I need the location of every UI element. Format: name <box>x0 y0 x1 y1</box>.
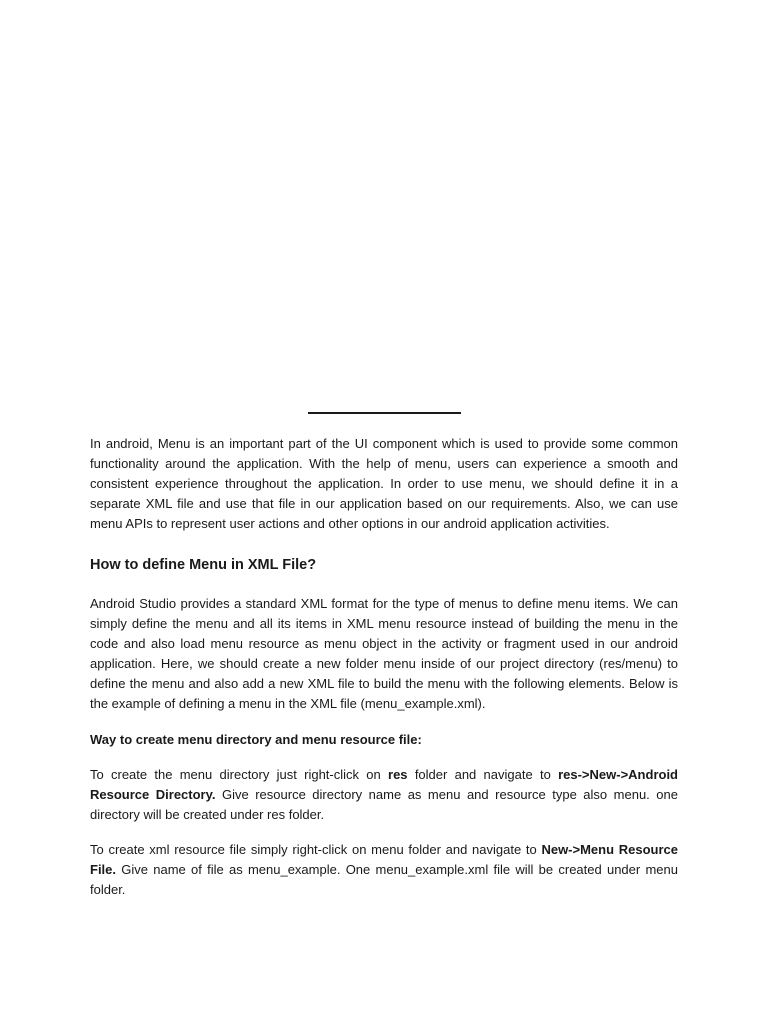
section-body-paragraph: Android Studio provides a standard XML format for the type of menus to define menu items. We can simply define the menu and all its items in XML menu resource instead of building the menu in the code and also load menu resource as menu object in the activity or fragment used in our android application. Here, we should create a new folder menu inside of our project directory (res/menu) to define the menu and also add a new XML file to build the menu with the following elements. Below is the example of defining a menu in the XML file (menu_example.xml). <box>90 596 678 711</box>
file-paragraph <box>90 840 678 900</box>
directory-paragraph <box>90 765 678 825</box>
directory-bold-2: res->New->Android Resource Directory. <box>90 767 678 802</box>
directory-text-2: folder and navigate to <box>407 767 559 782</box>
directory-bold-1: res <box>388 767 408 782</box>
file-text-1: To create xml resource file simply right-click on menu folder and navigate to <box>90 842 542 857</box>
file-text-2: Give name of file as menu_example. One menu_example.xml file will be created under menu folder. <box>90 862 678 897</box>
document-body <box>90 434 678 900</box>
intro-paragraph: In android, Menu is an important part of the UI component which is used to provide some common functionality around the application. With the help of menu, users can experience a smooth and consistent experience throughout the application. In order to use menu, we should define it in a separate XML file and use that file in our application based on our requirements. Also, we can use menu APIs to represent user actions and other options in our android application activities. <box>90 436 678 531</box>
directory-text-3: Give resource directory name as menu and resource type also menu. one directory will be created under res folder. <box>90 787 678 822</box>
subheading: Way to create menu directory and menu resource file: <box>90 732 422 747</box>
file-bold-1: New->Menu Resource File. <box>90 842 679 877</box>
section-heading: How to define Menu in XML File? <box>90 557 317 573</box>
directory-text-1: To create the menu directory just right-click on <box>90 767 389 782</box>
horizontal-rule <box>308 412 461 414</box>
